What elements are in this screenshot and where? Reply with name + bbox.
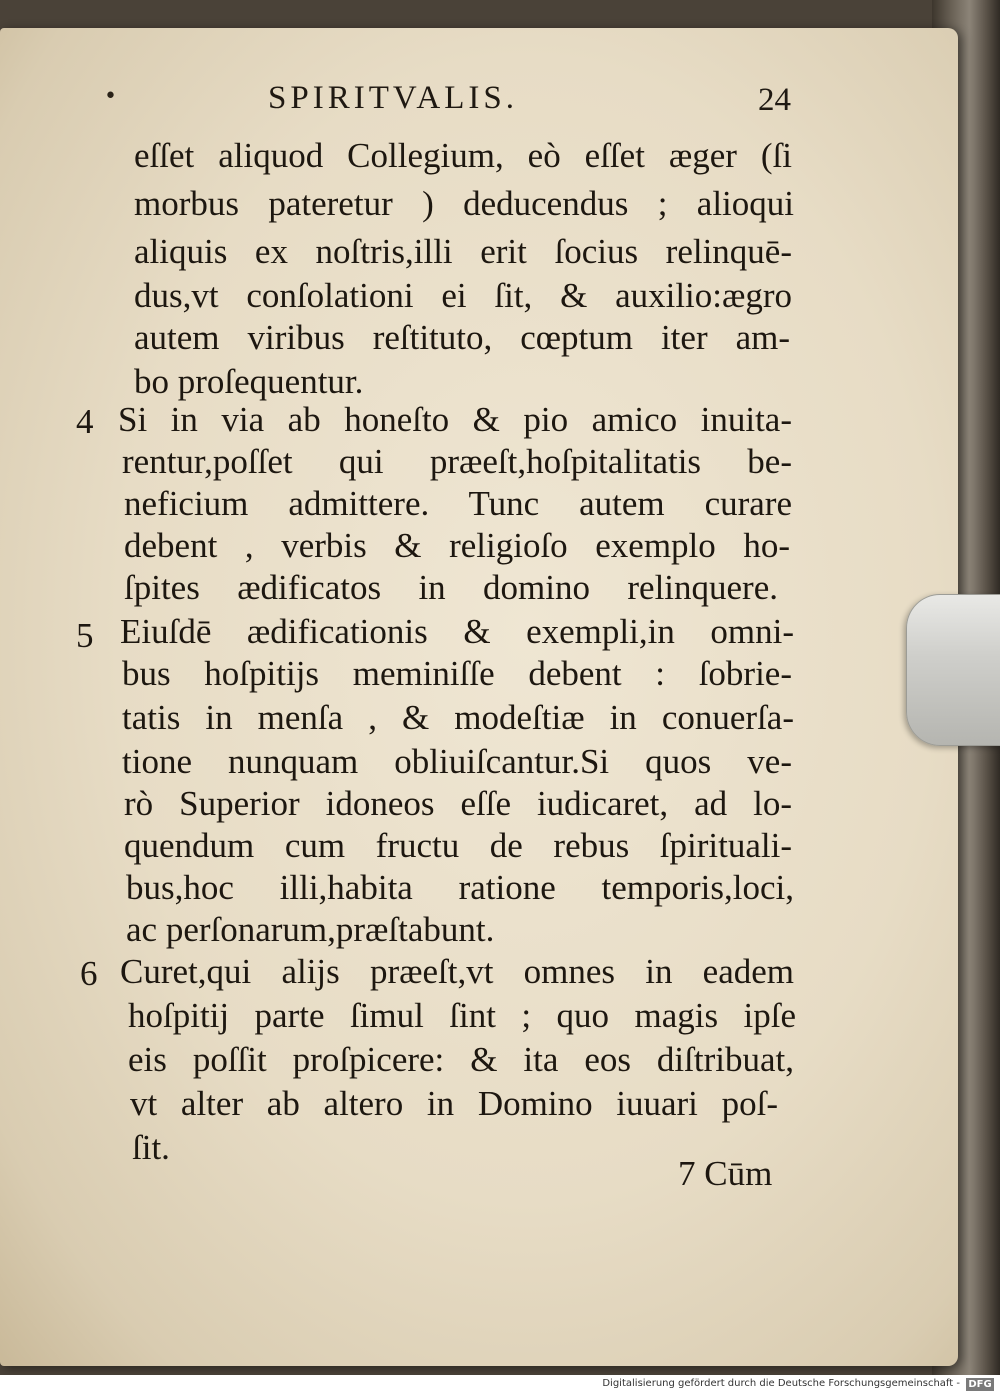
- page-number: 24: [758, 82, 791, 118]
- text-line: Curet,qui alijs præeſt,vt omnes in eadem: [120, 952, 794, 991]
- text-line: hoſpitij parte ſimul ſint ; quo magis ipſe: [128, 996, 796, 1035]
- ornament-dot: •: [104, 84, 117, 109]
- section-number: 5: [76, 616, 94, 655]
- funding-credit: Digitalisierung gefördert durch die Deutsche Forschungsgemeinschaft -: [602, 1378, 960, 1389]
- text-line: dus,vt conſolationi ei ſit, & auxilio:ægro: [134, 276, 792, 315]
- running-head: [0, 80, 958, 124]
- text-line: morbus pateretur ) deducendus ; alioqui: [134, 184, 794, 223]
- text-line: eis poſſit proſpicere: & ita eos diſtribuat,: [128, 1040, 794, 1079]
- section-number: 4: [76, 402, 94, 441]
- text-line: bus hoſpitijs meminiſſe debent : ſobrie-: [122, 654, 792, 693]
- text-line: bo proſequentur.: [134, 362, 364, 401]
- running-title: SPIRITVALIS.: [268, 80, 519, 116]
- text-line: Eiuſdē ædificationis & exempli,in omni-: [120, 612, 794, 651]
- digitization-footer: [0, 1375, 1000, 1395]
- dfg-logo: DFG: [966, 1378, 994, 1391]
- text-line: rò Superior idoneos eſſe iudicaret, ad lo-: [124, 784, 792, 823]
- text-line: ſit.: [132, 1128, 170, 1167]
- text-line: eſſet aliquod Collegium, eò eſſet æger (ſi: [134, 136, 792, 175]
- section-number: 6: [80, 954, 98, 993]
- text-line: neficium admittere. Tunc autem curare: [124, 484, 792, 523]
- text-line: quendum cum fructu de rebus ſpirituali-: [124, 826, 792, 865]
- text-line: bus,hoc illi,habita ratione temporis,loci,: [126, 868, 794, 907]
- text-line: vt alter ab altero in Domino iuuari poſ-: [130, 1084, 778, 1123]
- text-line: Si in via ab honeſto & pio amico inuita-: [118, 400, 792, 439]
- catchword: 7 Cūm: [678, 1154, 773, 1193]
- text-line: autem viribus reſtituto, cœptum iter am-: [134, 318, 790, 357]
- text-line: rentur,poſſet qui præeſt,hoſpitalitatis be-: [122, 442, 792, 481]
- text-line: tatis in menſa , & modeſtiæ in conuerſa-: [122, 698, 794, 737]
- text-line: ſpites ædificatos in domino relinquere.: [124, 568, 778, 607]
- text-line: aliquis ex noſtris,illi erit ſocius relinquē-: [134, 232, 792, 271]
- text-line: tione nunquam obliuiſcantur.Si quos ve-: [122, 742, 792, 781]
- text-line: ac perſonarum,præſtabunt.: [126, 910, 495, 949]
- page-clip: [906, 594, 1000, 746]
- text-line: debent , verbis & religioſo exemplo ho-: [124, 526, 790, 565]
